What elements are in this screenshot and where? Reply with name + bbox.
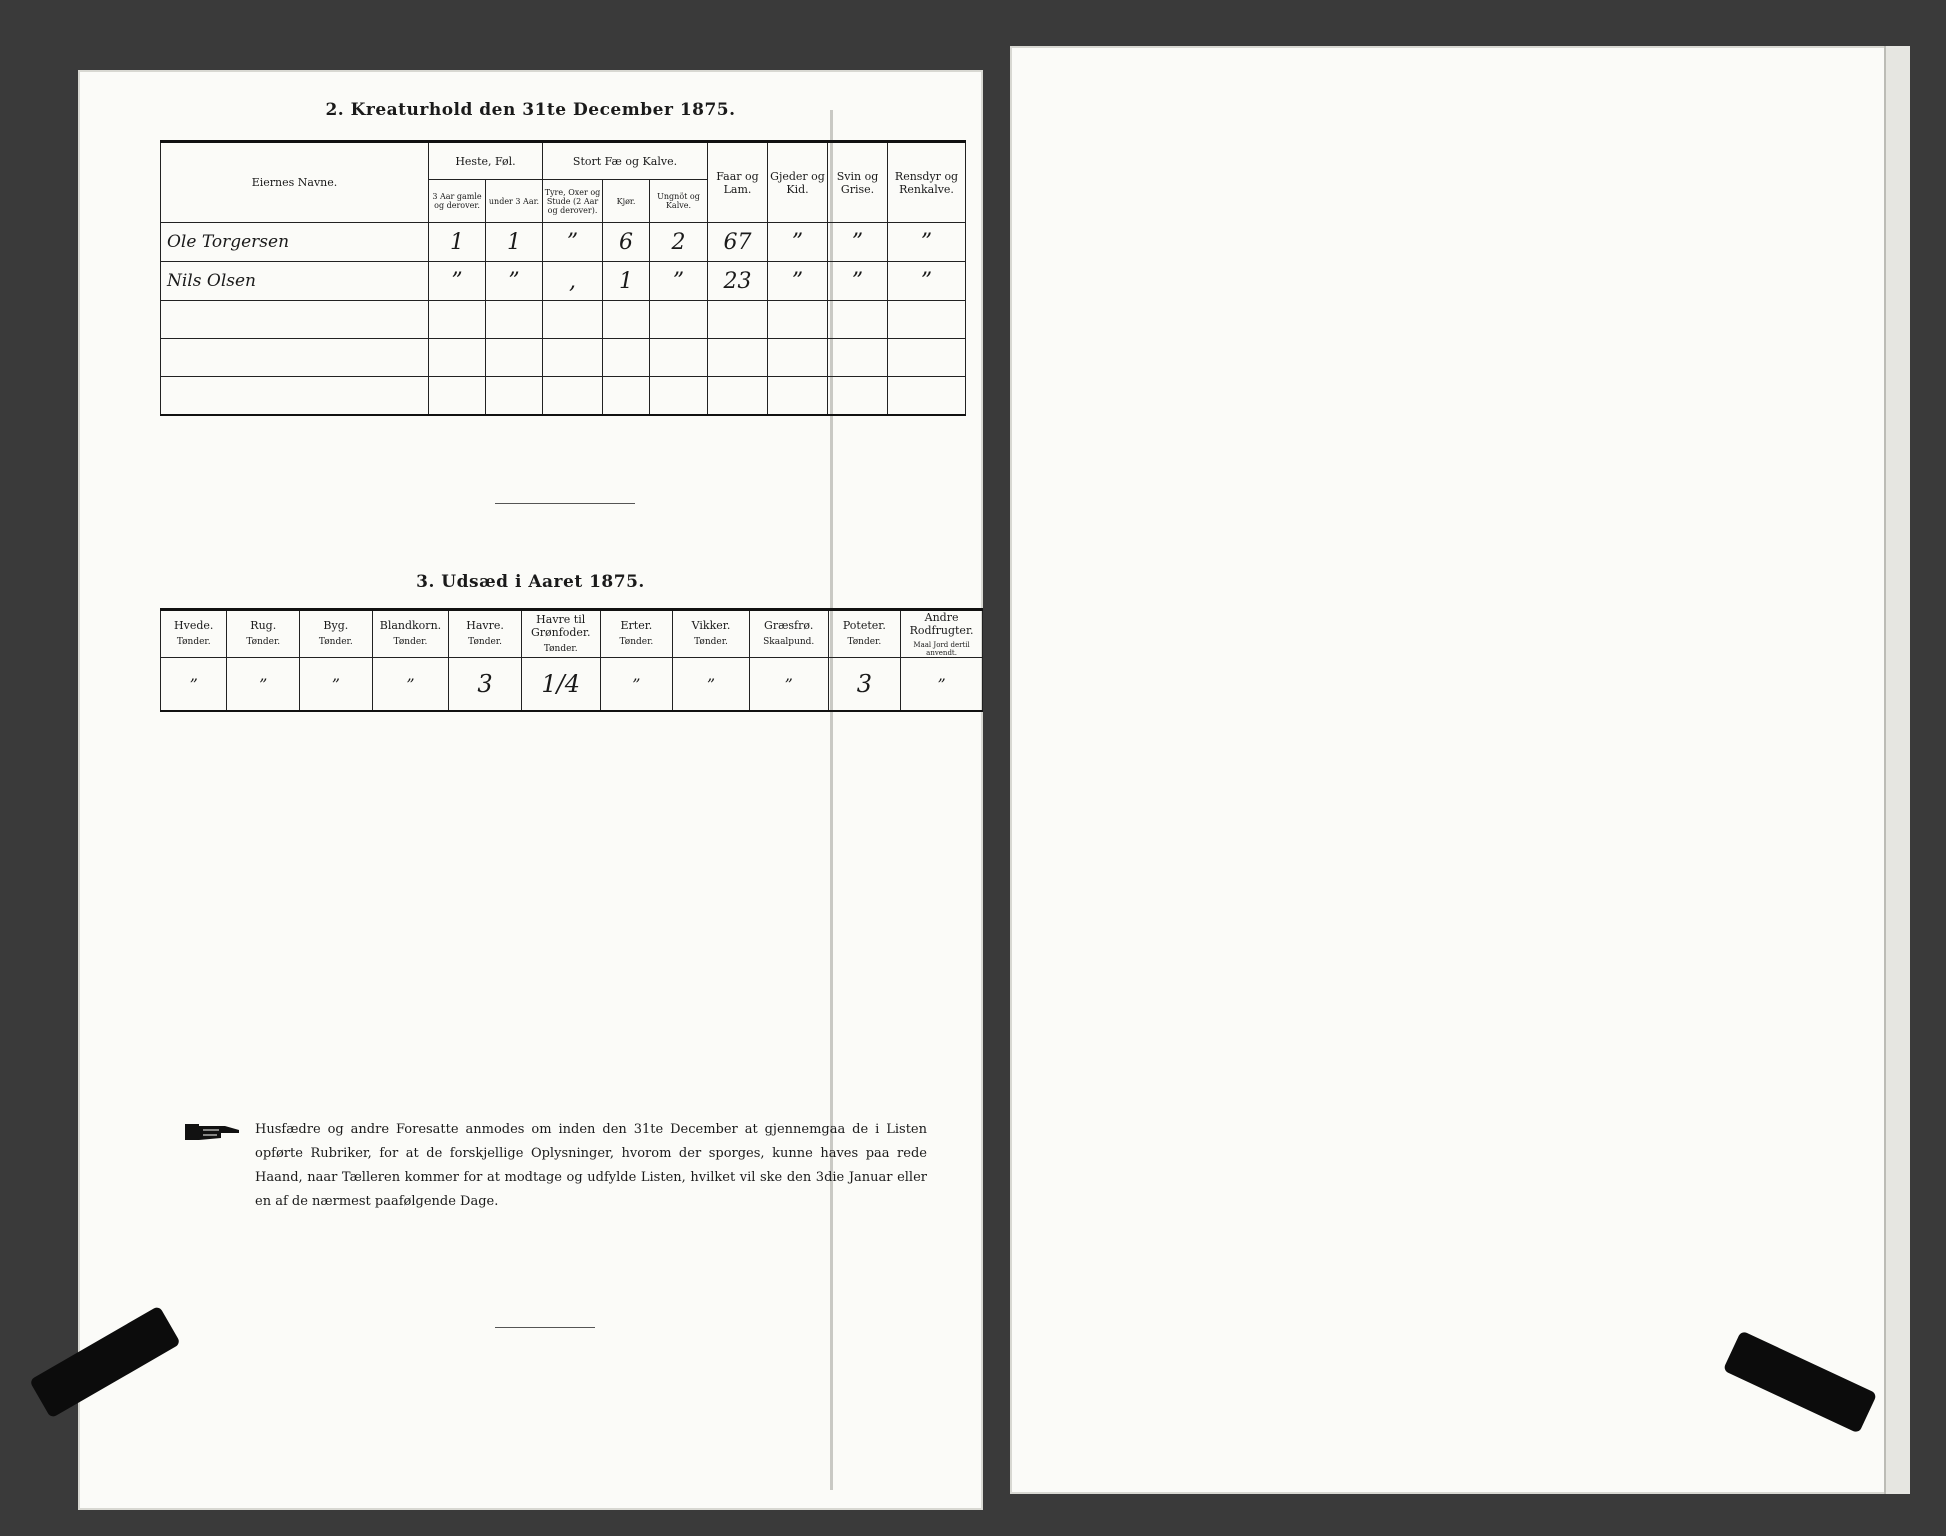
cell-bulls: ” — [543, 223, 603, 262]
cell-goats: ” — [768, 262, 828, 301]
seed-value-cell: ” — [901, 658, 983, 712]
seed-crop-label: Poteter. — [842, 619, 886, 632]
header-pigs: Svin og Grise. — [828, 142, 888, 223]
seed-unit-label: Tønder. — [318, 637, 353, 647]
empty-row — [161, 339, 966, 377]
seed-unit-label: Tønder. — [847, 637, 882, 647]
seed-header-cell — [449, 610, 522, 658]
header-goats: Gjeder og Kid. — [768, 142, 828, 223]
seed-unit-label: Tønder. — [694, 637, 728, 647]
seed-value-cell: ” — [227, 658, 300, 712]
seed-header-cell — [600, 610, 673, 658]
seed-unit-label: Tønder. — [468, 637, 502, 647]
cell-horses-under3: ” — [486, 262, 543, 301]
owner-name: Nils Olsen — [161, 262, 429, 301]
header-owner: Eiernes Navne. — [161, 142, 429, 223]
cell-pigs: ” — [828, 223, 888, 262]
separator-rule — [495, 503, 635, 504]
cell-young-cattle: ” — [650, 262, 708, 301]
seed-value-cell: ” — [600, 658, 673, 712]
seed-unit-label: Tønder. — [543, 643, 578, 654]
seed-crop-label: Vikker. — [691, 619, 731, 632]
seed-header-cell — [521, 610, 600, 658]
seed-crop-label: Havre. — [466, 619, 504, 632]
seed-value-cell: ” — [161, 658, 227, 712]
header-horses-group: Heste, Føl. — [429, 142, 543, 180]
seed-crop-label: Hvede. — [174, 619, 214, 632]
seed-header-cell — [828, 610, 901, 658]
empty-row — [161, 377, 966, 416]
header-cattle-group: Stort Fæ og Kalve. — [543, 142, 708, 180]
seed-value-row — [161, 658, 983, 712]
header-horses-3plus: 3 Aar gamle og derover. — [429, 180, 486, 223]
seed-value-cell: 3 — [828, 658, 901, 712]
seed-value-cell: 3 — [449, 658, 522, 712]
cell-bulls: , — [543, 262, 603, 301]
header-cows: Kjør. — [603, 180, 650, 223]
cell-reindeer: ” — [888, 223, 966, 262]
seed-value-cell: ” — [300, 658, 373, 712]
seed-unit-label: Maal Jord dertil anvendt. — [913, 641, 970, 657]
cell-sheep: 67 — [708, 223, 768, 262]
seed-value-cell: ” — [749, 658, 828, 712]
seed-header-row — [161, 610, 983, 658]
cell-horses-3plus: ” — [429, 262, 486, 301]
cell-horses-3plus: 1 — [429, 223, 486, 262]
empty-row — [161, 301, 966, 339]
cell-pigs: ” — [828, 262, 888, 301]
seed-value-cell: 1/4 — [521, 658, 600, 712]
cell-cows: 1 — [603, 262, 650, 301]
header-reindeer: Rensdyr og Renkalve. — [888, 142, 966, 223]
seed-unit-label: Tønder. — [619, 637, 654, 647]
separator-rule — [495, 1327, 595, 1328]
header-horses-under3: under 3 Aar. — [486, 180, 543, 223]
owner-name: Ole Torgersen — [161, 223, 429, 262]
seed-unit-label: Tønder. — [176, 637, 211, 647]
livestock-row — [161, 223, 966, 262]
header-young-cattle: Ungnöt og Kalve. — [650, 180, 708, 223]
seed-crop-label: Rug. — [250, 619, 277, 632]
seed-header-cell — [673, 610, 750, 658]
cell-young-cattle: 2 — [650, 223, 708, 262]
seed-unit-label: Skaalpund. — [763, 637, 815, 647]
cell-sheep: 23 — [708, 262, 768, 301]
header-bulls: Tyre, Oxer og Stude (2 Aar og derover). — [543, 180, 603, 223]
seed-unit-label: Tønder. — [246, 637, 281, 647]
seed-crop-label: Græsfrø. — [764, 619, 814, 632]
notice-text: Husfædre og andre Foresatte anmodes om inden den 31te December at gjennemgaa de i Listen opførte Rubriker, for at de forskjellige Oplysninger, hvorom der sporges, kunne haves paa rede Haand, naar Tælleren kommer for at modtage og udfylde Listen, hvilket vil ske den 3die Januar eller en af de nærmest paafølgende Dage. — [255, 1122, 927, 1209]
cell-reindeer: ” — [888, 262, 966, 301]
livestock-row — [161, 262, 966, 301]
seed-header-cell — [300, 610, 373, 658]
seed-crop-label: Havre til Grønfoder. — [530, 612, 591, 639]
seed-crop-label: Blandkorn. — [379, 619, 442, 632]
right-page-blank — [1010, 46, 1910, 1494]
seed-crop-label: Byg. — [323, 619, 349, 632]
livestock-section-title: 2. Kreaturhold den 31te December 1875. — [325, 100, 736, 120]
seed-header-cell — [372, 610, 449, 658]
seed-header-cell — [227, 610, 300, 658]
cell-goats: ” — [768, 223, 828, 262]
seed-header-cell — [161, 610, 227, 658]
seed-header-cell — [749, 610, 828, 658]
pointing-hand-icon — [185, 1121, 241, 1143]
seed-header-cell — [901, 610, 983, 658]
seed-table — [160, 608, 983, 712]
seed-crop-label: Erter. — [620, 619, 653, 632]
page-edge — [1884, 46, 1910, 1494]
cell-horses-under3: 1 — [486, 223, 543, 262]
seed-crop-label: Andre Rodfrugter. — [909, 611, 974, 637]
seed-section-title: 3. Udsæd i Aaret 1875. — [416, 572, 645, 592]
cell-cows: 6 — [603, 223, 650, 262]
header-sheep: Faar og Lam. — [708, 142, 768, 223]
seed-value-cell: ” — [372, 658, 449, 712]
seed-value-cell: ” — [673, 658, 750, 712]
seed-unit-label: Tønder. — [393, 637, 428, 647]
livestock-table — [160, 140, 966, 416]
